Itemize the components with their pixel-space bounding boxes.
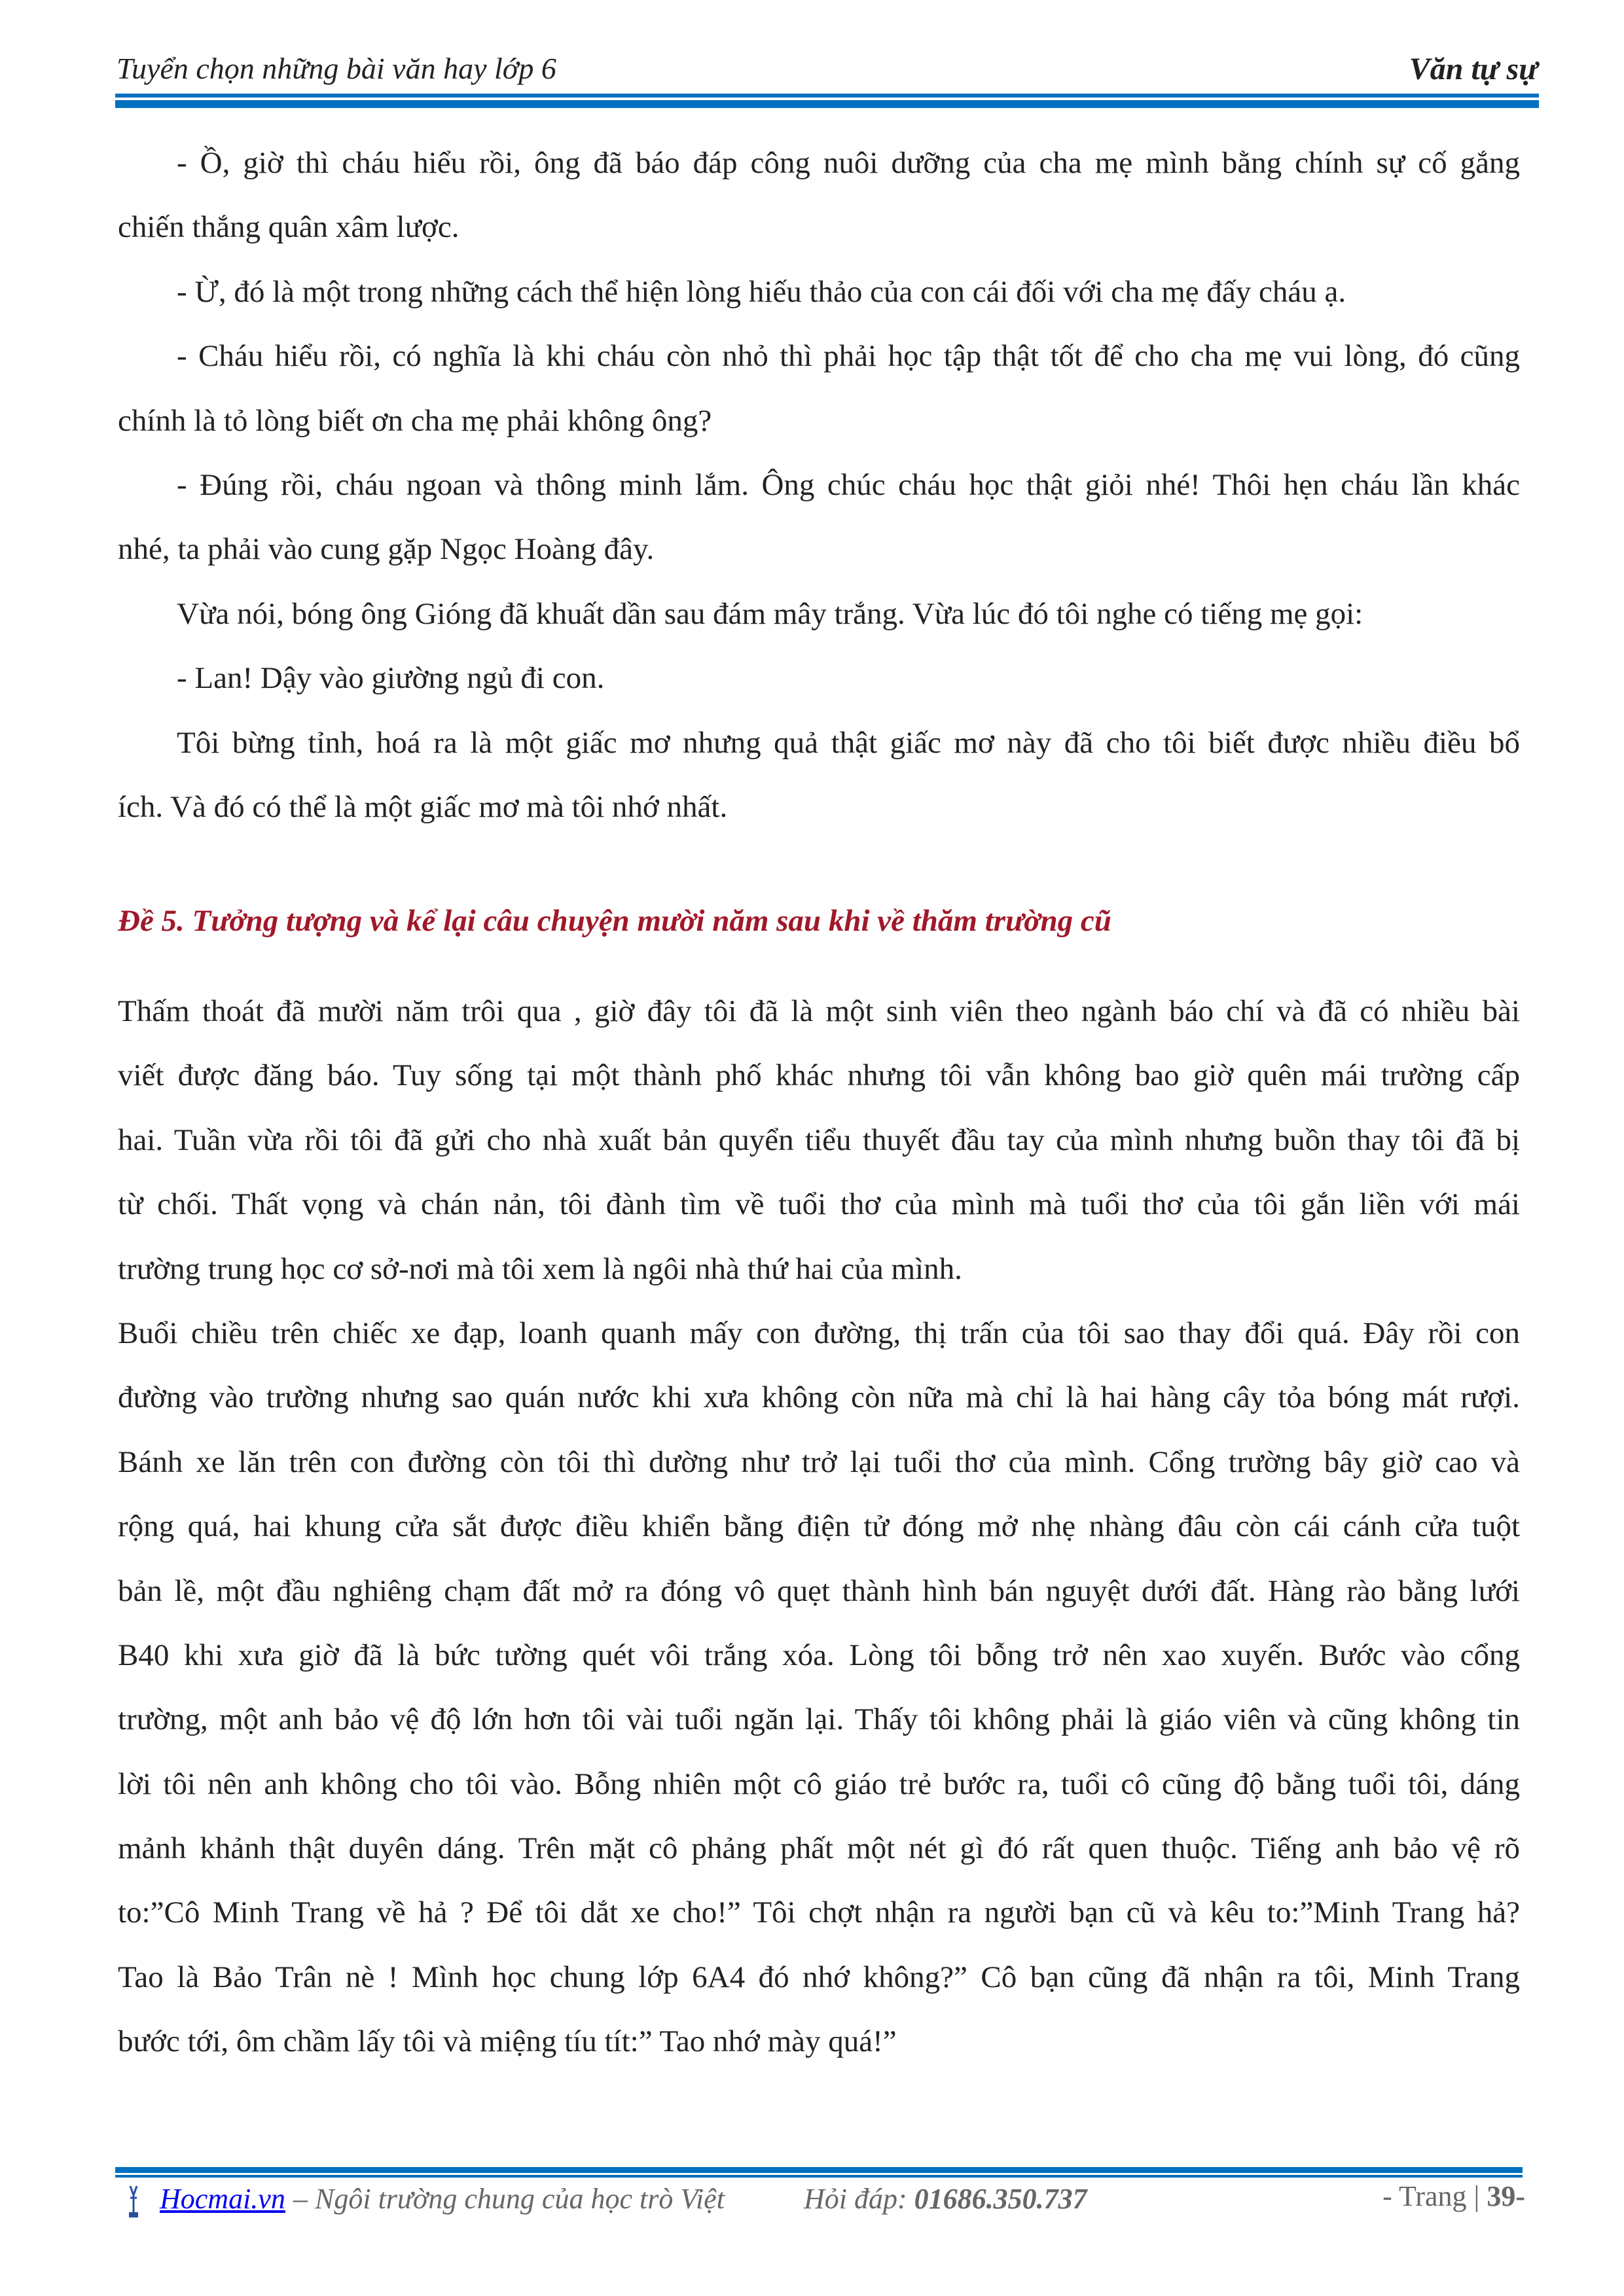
text-line: hai. Tuần vừa rồi tôi đã gửi cho nhà xuất bản quyển tiểu thuyết đầu tay của mình nhưng buồn thay tôi đã bị xyxy=(118,1122,1520,1157)
text-line: B40 khi xưa giờ đã là bức tường quét vôi trắng xóa. Lòng tôi bỗng trở nên xao xuyến. Bước vào cổng xyxy=(118,1638,1520,1672)
site-link[interactable]: Hocmai.vn xyxy=(160,2183,285,2215)
hotline-number: 01686.350.737 xyxy=(914,2183,1087,2215)
text-line: - Lan! Dậy vào giường ngủ đi con. xyxy=(177,661,605,696)
text-line: nhé, ta phải vào cung gặp Ngọc Hoàng đây. xyxy=(118,532,655,567)
footer-rule xyxy=(115,2175,1523,2178)
footer-slogan: – Ngôi trường chung của học trò Việt xyxy=(293,2183,725,2215)
text-line: Vừa nói, bóng ông Gióng đã khuất dần sau đám mây trắng. Vừa lúc đó tôi nghe có tiếng mẹ gọi: xyxy=(177,596,1363,631)
page-label: - Trang | xyxy=(1382,2180,1487,2212)
text-line: chính là tỏ lòng biết ơn cha mẹ phải không ông? xyxy=(118,403,712,438)
text-line: trường trung học cơ sở-nơi mà tôi xem là ngôi nhà thứ hai của mình. xyxy=(118,1251,962,1286)
text-line: mảnh khảnh thật duyên dáng. Trên mặt cô phảng phất một nét gì đó rất quen thuộc. Tiếng anh bảo vệ rõ xyxy=(118,1831,1520,1866)
text-line: trường, một anh bảo vệ độ lớn hơn tôi vài tuổi ngăn lại. Thấy tôi không phải là giáo viên và cũng không tin xyxy=(118,1702,1520,1737)
text-line: từ chối. Thất vọng và chán nản, tôi đành tìm về tuổi thơ của mình mà tuổi thơ của tôi gắn liền với mái xyxy=(118,1187,1520,1222)
footer-rule-thick xyxy=(115,2167,1523,2173)
page-number xyxy=(1382,2179,1525,2213)
footer xyxy=(118,2179,1525,2225)
header-section: Văn tự sự xyxy=(1409,52,1538,86)
header-rule-thick xyxy=(115,100,1539,108)
text-line: Tôi bừng tỉnh, hoá ra là một giấc mơ nhưng quả thật giấc mơ này đã cho tôi biết được nhiều điều bổ xyxy=(177,725,1520,760)
text-line: - Đúng rồi, cháu ngoan và thông minh lắm. Ông chúc cháu học thật giỏi nhé! Thôi hẹn cháu lần khác xyxy=(177,467,1520,502)
text-line: bước tới, ôm chầm lấy tôi và miệng tíu tít:” Tao nhớ mày quá!” xyxy=(118,2024,897,2059)
hocmai-logo-icon xyxy=(120,2183,147,2217)
text-line: - Cháu hiểu rồi, có nghĩa là khi cháu còn nhỏ thì phải học tập thật tốt để cho cha mẹ vui lòng, đó cũng xyxy=(177,339,1520,374)
text-line: viết được đăng báo. Tuy sống tại một thành phố khác nhưng tôi vẫn không bao giờ quên mái trường cấp xyxy=(118,1058,1520,1093)
footer-hotline xyxy=(804,2182,1087,2215)
text-line: rộng quá, hai khung cửa sắt được điều khiển bằng điện tử đóng mở nhẹ nhàng đâu còn cái cánh cửa tuột xyxy=(118,1509,1520,1544)
text-line: Buổi chiều trên chiếc xe đạp, loanh quanh mấy con đường, thị trấn của tôi sao thay đổi quá. Đây rồi con xyxy=(118,1316,1520,1350)
page-value: 39- xyxy=(1487,2180,1525,2212)
text-line: to:”Cô Minh Trang về hả ? Để tôi dắt xe cho!” Tôi chợt nhận ra người bạn cũ và kêu to:”Minh Trang hả? xyxy=(118,1895,1520,1930)
section-heading: Đề 5. Tưởng tượng và kể lại câu chuyện mười năm sau khi về thăm trường cũ xyxy=(118,904,1111,938)
text-line: Bánh xe lăn trên con đường còn tôi thì dường như trở lại tuổi thơ của mình. Cổng trường bây giờ cao và xyxy=(118,1444,1520,1479)
text-block-1 xyxy=(118,131,1520,839)
header-title: Tuyển chọn những bài văn hay lớp 6 xyxy=(117,52,556,85)
text-line: ích. Và đó có thể là một giấc mơ mà tôi nhớ nhất. xyxy=(118,789,728,824)
text-line: - Ừ, đó là một trong những cách thể hiện lòng hiếu thảo của con cái đối với cha mẹ đấy cháu ạ. xyxy=(177,274,1346,309)
text-line: Tao là Bảo Trân nè ! Mình học chung lớp 6A4 đó nhớ không?” Cô bạn cũng đã nhận ra tôi, Minh Trang xyxy=(118,1960,1520,1994)
header-rule xyxy=(115,94,1539,98)
text-line: đường vào trường nhưng sao quán nước khi xưa không còn nữa mà chỉ là hai hàng cây tỏa bóng mát rượi. xyxy=(118,1380,1520,1415)
text-line: chiến thắng quân xâm lược. xyxy=(118,210,460,245)
text-block-2 xyxy=(118,979,1520,2074)
text-line: - Ồ, giờ thì cháu hiểu rồi, ông đã báo đáp công nuôi dưỡng của cha mẹ mình bằng chính sự cố gắng xyxy=(177,146,1520,180)
text-line: Thấm thoát đã mười năm trôi qua , giờ đây tôi đã là một sinh viên theo ngành báo chí và đã có nhiều bài xyxy=(118,994,1520,1028)
text-line: bản lề, một đầu nghiêng chạm đất mở ra đóng vô quẹt thành hình bán nguyệt dưới đất. Hàng rào bằng lưới xyxy=(118,1573,1520,1608)
hotline-label: Hỏi đáp: xyxy=(804,2183,914,2215)
text-line: lời tôi nên anh không cho tôi vào. Bỗng nhiên một cô giáo trẻ bước ra, tuổi cô cũng độ bằng tuổi tôi, dáng xyxy=(118,1767,1520,1801)
